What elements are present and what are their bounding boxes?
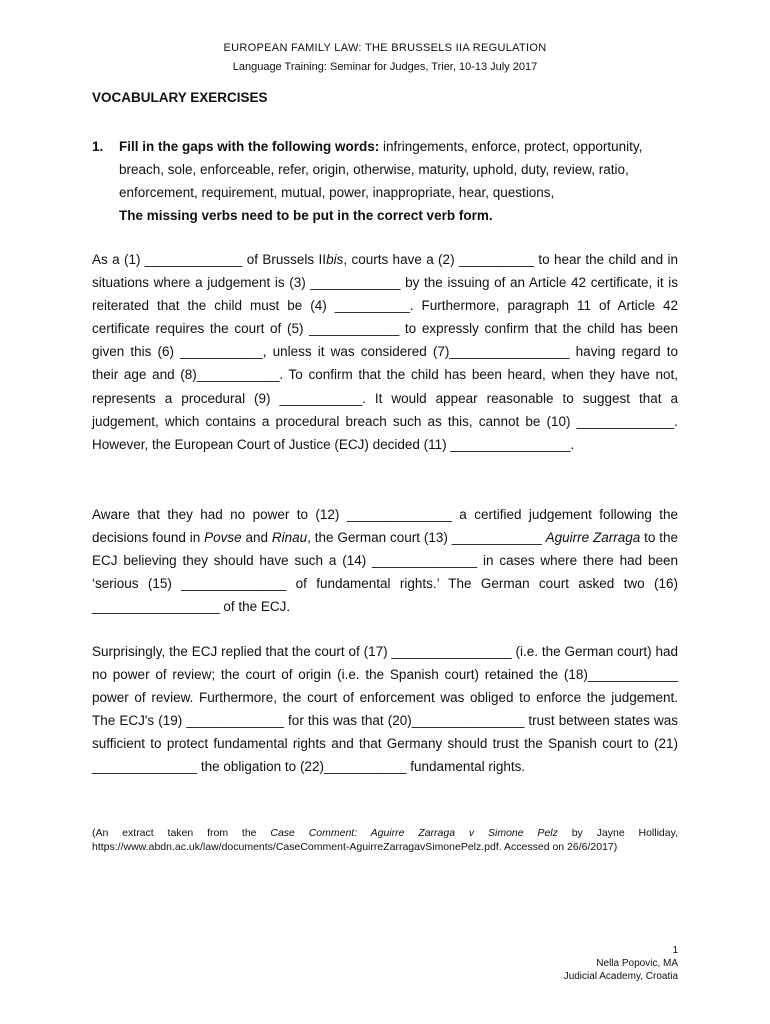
p2-text-d: to the ECJ believing they should have such a (14) ______________ in cases where there had been ‘serious (15) ______________ of fundamental rights.’ The German court asked two (16) _________________ of the ECJ. xyxy=(92,530,679,615)
p1-italic-bis: bis xyxy=(326,252,344,267)
p2-text-c: , the German court (13) ____________ xyxy=(307,530,546,546)
p2-italic-povse: Povse xyxy=(204,530,242,546)
exercise-instruction: Fill in the gaps with the following words: xyxy=(119,139,380,154)
citation xyxy=(92,826,678,854)
footer-institution: Judicial Academy, Croatia xyxy=(563,971,678,982)
p2-text-a: Aware that they had no power to (12) ______________ a certified judgement following the decisions found in xyxy=(92,507,678,546)
paragraph-1 xyxy=(92,248,678,456)
section-title: VOCABULARY EXERCISES xyxy=(92,90,268,105)
p1-text-b: , courts have a (2) __________ to hear the child and in situations where a judgement is (3) ____________ by the issuing of an Article 42 certificate, it is reiterated that the child must be (4) __________. Furthermore, paragraph 11 of Article 42 certificate requires the court of (5) ____________ to expressly confirm that the child has been given this (6) ___________, unless it was considered (7)________________ having regard to their age and (8)___________. To confirm that the child has been heard, when they have not, represents a procedural (9) ___________. It would appear reasonable to suggest that a judgement, which contains a procedural breach such as this, cannot be (10) _____________. However, the European Court of Justice (ECJ) decided (11) ________________. xyxy=(92,252,678,452)
paragraph-2 xyxy=(92,503,678,618)
footer-author: Nella Popovic, MA xyxy=(596,958,678,969)
exercise-body xyxy=(119,135,678,227)
citation-italic-title: Case Comment: Aguirre Zarraga v Simone Pelz xyxy=(270,827,558,839)
citation-text-b: by Jayne Holliday, https://www.abdn.ac.uk/law/documents/CaseComment-AguirreZarragavSimonePelz.pdf. Accessed on 26/6/2017) xyxy=(92,827,679,853)
page-footer xyxy=(564,944,678,983)
page-number: 1 xyxy=(672,945,678,956)
p2-italic-aguirre: Aguirre Zarraga xyxy=(545,530,641,546)
p2-text-b: and xyxy=(241,530,272,546)
p1-text-a: As a (1) _____________ of Brussels II xyxy=(92,252,327,267)
p2-italic-rinau: Rinau xyxy=(271,530,308,546)
exercise-number: 1. xyxy=(92,139,104,154)
exercise-word-list: infringements, enforce, protect, opportunity, breach, sole, enforceable, refer, origin, otherwise, maturity, uphold, duty, review, ratio, enforcement, requirement, mutual, power, inappropriate, hear, questions, xyxy=(119,139,643,200)
exercise-block xyxy=(92,135,678,227)
document-header-subtitle: Language Training: Seminar for Judges, Trier, 10-13 July 2017 xyxy=(232,61,538,73)
exercise-note: The missing verbs need to be put in the correct verb form. xyxy=(119,208,493,223)
citation-text-a: (An extract taken from the xyxy=(92,827,271,839)
paragraph-3: Surprisingly, the ECJ replied that the court of (17) ________________ (i.e. the German court) had no power of review; the court of origin (i.e. the Spanish court) retained the (18)____________ power of review. Furthermore, the court of enforcement was obliged to enforce the judgement. The ECJ's (19) _____________ for this was that (20)_______________ trust between states was sufficient to protect fundamental rights and that Germany should trust the Spanish court to (21) ______________ the obligation to (22)___________ fundamental rights. xyxy=(92,644,678,775)
document-header-title: EUROPEAN FAMILY LAW: THE BRUSSELS IIA REGULATION xyxy=(223,42,547,54)
